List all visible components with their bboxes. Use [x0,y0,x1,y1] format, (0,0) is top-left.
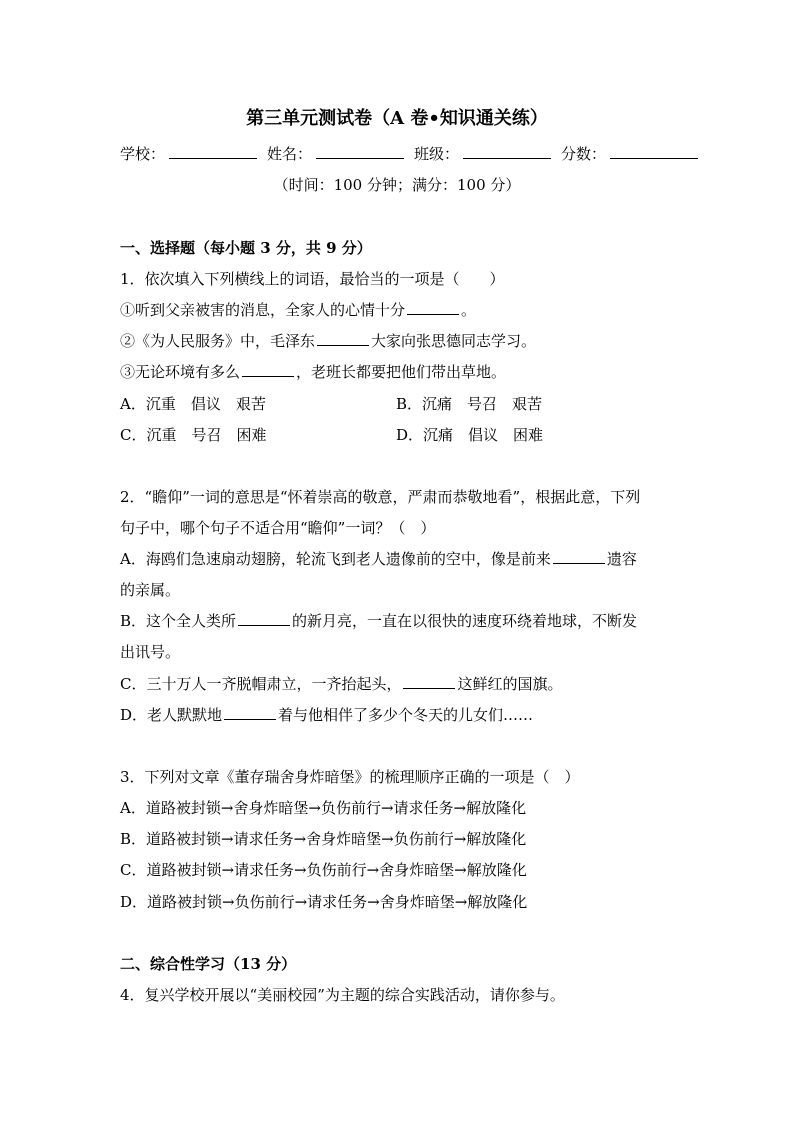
q1-option-c[interactable]: C．沉重 号召 困难 [120,426,267,444]
page-title: 第三单元测试卷（A 卷•知识通关练） [246,108,548,129]
q1-s3-blank [242,362,294,377]
q2-a-end: 遗容 [606,550,637,568]
q2-d-blank [224,705,276,720]
q1-s2-end: 大家向张思德同志学习。 [371,332,537,350]
q4-stem: 4．复兴学校开展以“美丽校园”为主题的综合实践活动，请你参与。 [120,986,565,1004]
q2-b-blank [238,611,290,626]
score-label: 分数： [561,145,607,163]
q2-c-end: 这鲜红的国旗。 [457,675,563,693]
school-label: 学校： [120,145,166,163]
q3-option-b[interactable]: B．道路被封锁→请求任务→舍身炸暗堡→负伤前行→解放隆化 [120,830,527,848]
q1-s3-text: ③无论环境有多么 [120,363,241,381]
q2-option-b-line2: 出讯号。 [120,643,181,661]
class-blank[interactable] [463,144,551,159]
q1-sentence-1 [120,300,476,320]
q2-option-a-line2: 的亲属。 [120,581,181,599]
q1-sentence-3 [120,362,506,382]
q2-option-a[interactable] [120,549,637,569]
name-label: 姓名： [267,145,313,163]
q2-a-blank [553,549,605,564]
section1-heading: 一、选择题（每小题 3 分，共 9 分） [120,239,372,257]
q2-b-text: B．这个全人类所 [120,612,237,630]
q1-stem: 1．依次填入下列横线上的词语，最恰当的一项是（ ） [120,270,505,288]
q1-s1-text: ①听到父亲被害的消息，全家人的心情十分 [120,301,406,319]
score-blank[interactable] [610,144,698,159]
q3-option-c[interactable]: C．道路被封锁→请求任务→负伤前行→舍身炸暗堡→解放隆化 [120,861,527,879]
q2-c-text: C．三十万人一齐脱帽肃立，一齐抬起头， [120,675,402,693]
q1-s2-text: ②《为人民服务》中，毛泽东 [120,332,316,350]
school-blank[interactable] [169,144,257,159]
q2-option-c[interactable] [120,674,563,694]
q2-c-blank [403,674,455,689]
q2-stem-line1: 2．“瞻仰”一词的意思是“怀着崇高的敬意，严肃而恭敬地看”，根据此意，下列 [120,488,641,506]
q3-option-d[interactable]: D．道路被封锁→负伤前行→请求任务→舍身炸暗堡→解放隆化 [120,893,528,911]
class-label: 班级： [414,145,460,163]
q2-d-text: D．老人默默地 [120,706,223,724]
q3-option-a[interactable]: A．道路被封锁→舍身炸暗堡→负伤前行→请求任务→解放隆化 [120,799,527,817]
name-blank[interactable] [316,144,404,159]
q1-s1-end: 。 [461,301,477,319]
q3-stem: 3．下列对文章《董存瑞舍身炸暗堡》的梳理顺序正确的一项是（ ） [120,768,580,786]
q1-sentence-2 [120,331,536,351]
q2-d-end: 着与他相伴了多少个冬天的儿女们…… [278,706,534,724]
q1-s1-blank [407,300,459,315]
q1-option-d[interactable]: D．沉痛 倡议 困难 [396,426,544,444]
q1-option-a[interactable]: A．沉重 倡议 艰苦 [120,395,266,413]
q2-a-text: A．海鸥们急速扇动翅膀，轮流飞到老人遗像前的空中，像是前来 [120,550,551,568]
q1-s2-blank [317,331,369,346]
q2-b-end: 的新月亮，一直在以很快的速度环绕着地球，不断发 [292,612,638,630]
q2-option-b[interactable] [120,611,637,631]
section2-heading: 二、综合性学习（13 分） [120,955,297,973]
q2-stem-line2: 句子中，哪个句子不适合用“瞻仰”一词？（ ） [120,519,436,537]
q1-option-b[interactable]: B．沉痛 号召 艰苦 [396,395,543,413]
student-info-row [120,144,698,164]
time-note: （时间：100 分钟；满分：100 分） [273,176,521,194]
q1-s3-end: ，老班长都要把他们带出草地。 [296,363,507,381]
q2-option-d[interactable] [120,705,533,725]
